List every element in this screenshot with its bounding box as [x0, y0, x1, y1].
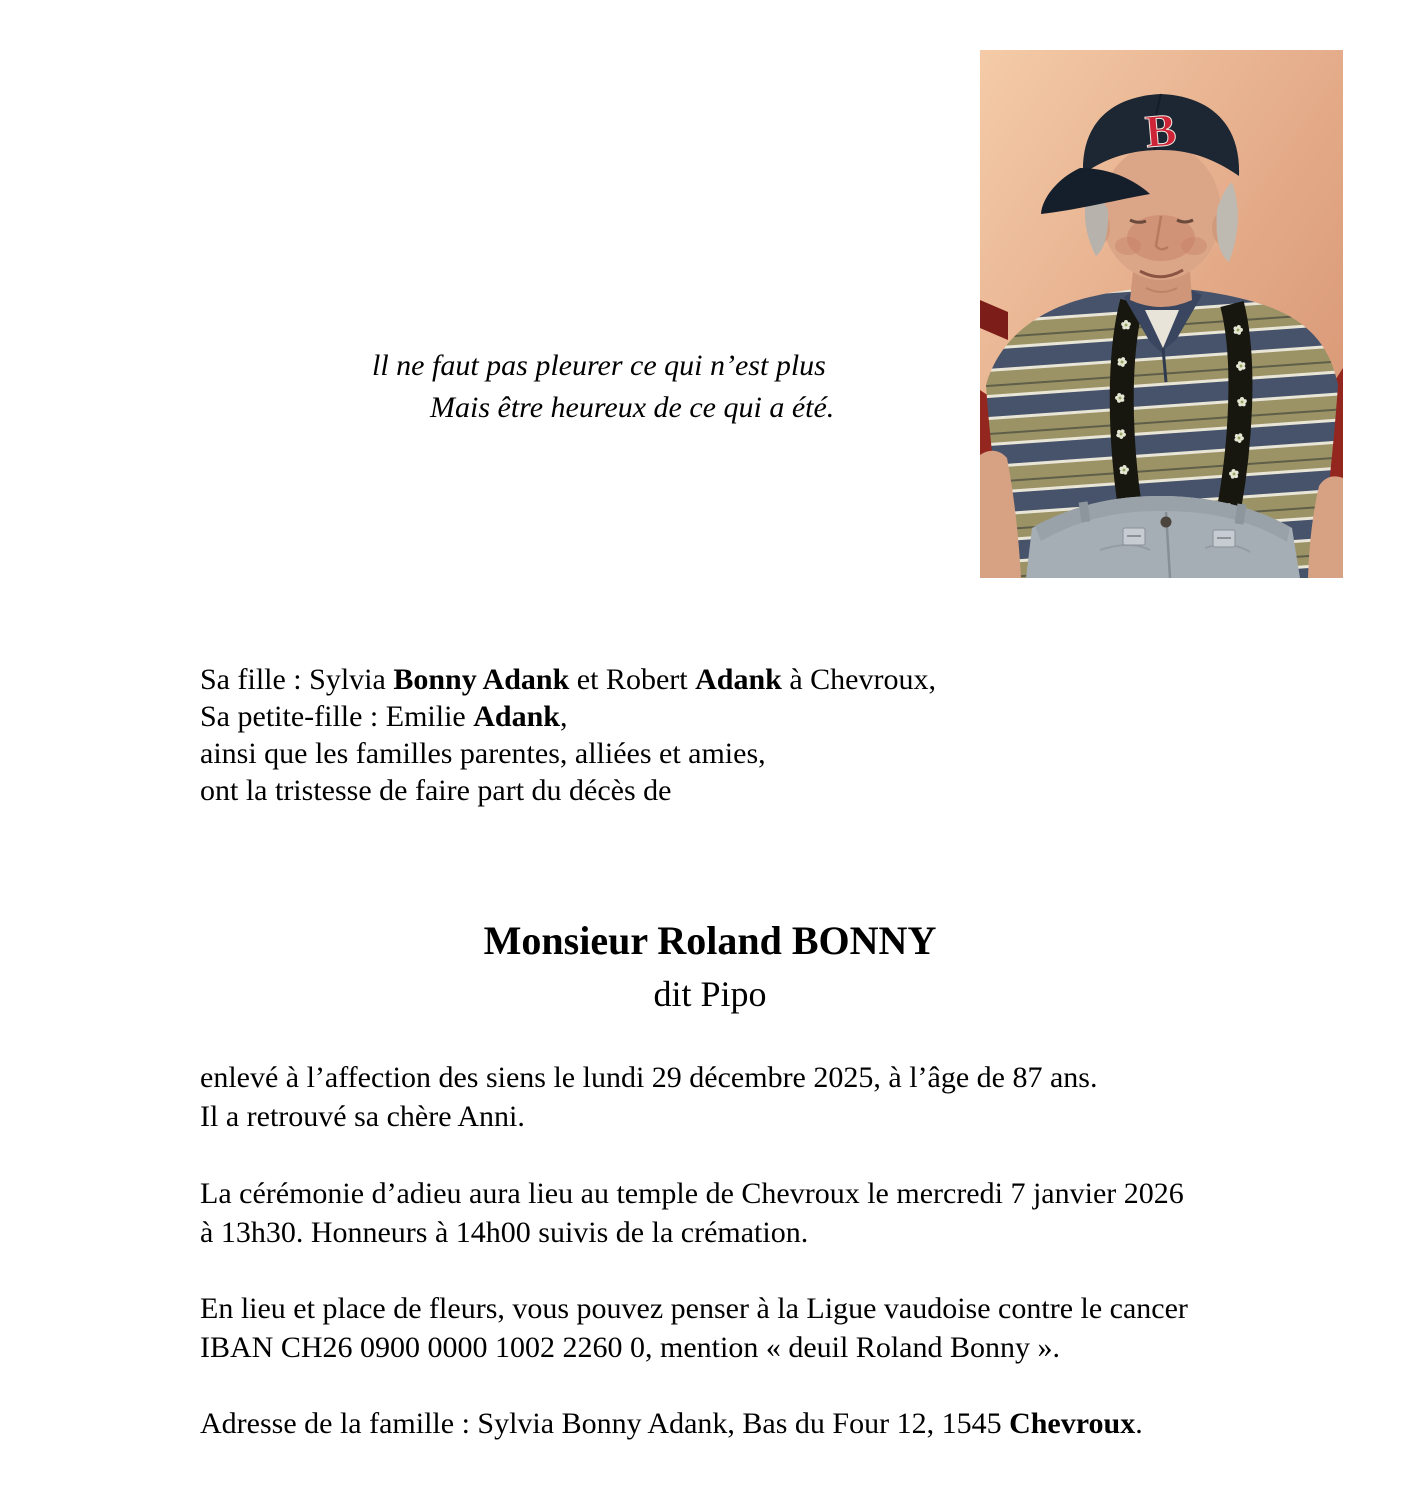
- family-line-2: Sa petite-fille : Emilie Adank,: [200, 700, 568, 733]
- family-line-1: Sa fille : Sylvia Bonny Adank et Robert Adank à Chevroux,: [200, 663, 936, 696]
- memorial-photo-svg: [980, 50, 1343, 578]
- ceremony-paragraph: [200, 1174, 1184, 1252]
- deceased-name-block: [200, 918, 1220, 1016]
- donation-line-2: IBAN CH26 0900 0000 1002 2260 0, mention « deuil Roland Bonny ».: [200, 1331, 1060, 1364]
- ceremony-line-2: à 13h30. Honneurs à 14h00 suivis de la crémation.: [200, 1216, 809, 1249]
- epigraph-line-1: ll ne faut pas pleurer ce qui n’est plus: [372, 349, 826, 382]
- death-details-paragraph: [200, 1058, 1097, 1136]
- family-line-3: ainsi que les familles parentes, alliées et amies,: [200, 737, 766, 770]
- family-announcement: [200, 661, 936, 809]
- death-details-line-2: Il a retrouvé sa chère Anni.: [200, 1100, 525, 1133]
- donation-line-1: En lieu et place de fleurs, vous pouvez penser à la Ligue vaudoise contre le cancer: [200, 1292, 1188, 1325]
- epigraph: [372, 345, 834, 429]
- family-line-4: ont la tristesse de faire part du décès de: [200, 774, 672, 807]
- cap-logo-letter: B: [1143, 103, 1179, 158]
- deceased-nickname: dit Pipo: [653, 974, 767, 1014]
- ceremony-line-1: La cérémonie d’adieu aura lieu au temple de Chevroux le mercredi 7 janvier 2026: [200, 1177, 1184, 1210]
- deceased-name-title: Monsieur Roland BONNY: [483, 918, 937, 963]
- death-details-line-1: enlevé à l’affection des siens le lundi 29 décembre 2025, à l’âge de 87 ans.: [200, 1061, 1098, 1094]
- donation-paragraph: [200, 1289, 1188, 1367]
- memorial-photo: [980, 50, 1343, 578]
- family-address-line: Adresse de la famille : Sylvia Bonny Adank, Bas du Four 12, 1545 Chevroux.: [200, 1407, 1143, 1440]
- epigraph-line-2: Mais être heureux de ce qui a été.: [430, 391, 835, 424]
